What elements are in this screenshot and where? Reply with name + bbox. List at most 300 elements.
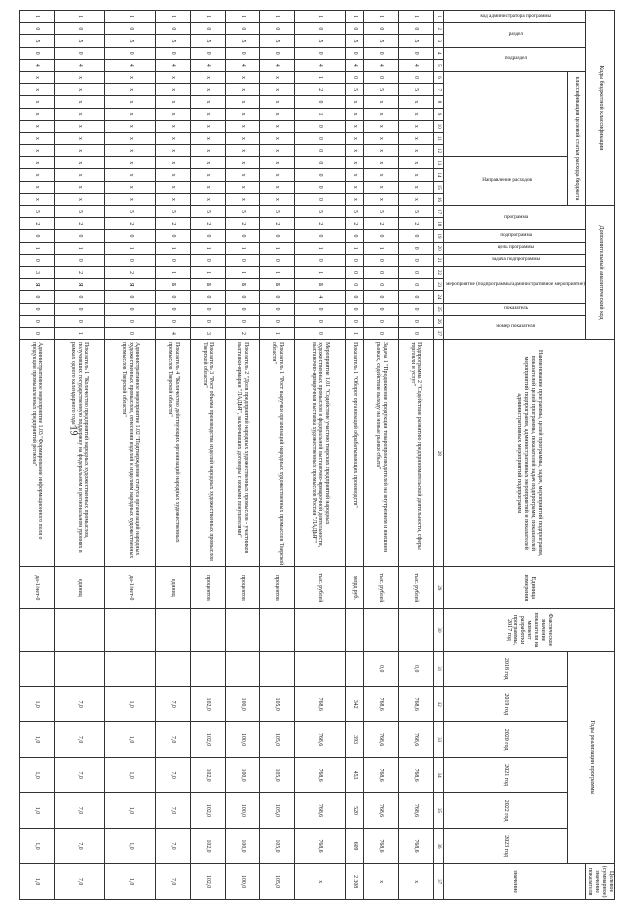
year-value-cell: 1,0 — [19, 686, 54, 721]
column-number-cell: 26 — [433, 315, 443, 327]
unit-cell: тыс. рублей — [398, 567, 433, 609]
code-cell: 4 — [345, 59, 364, 71]
code-cell: 2 — [54, 218, 105, 230]
code-cell: 5 — [398, 84, 433, 96]
code-cell: x — [105, 145, 156, 157]
code-cell: 4 — [54, 59, 105, 71]
code-cell: 0 — [345, 303, 364, 315]
year-value-cell — [345, 651, 364, 686]
year-value-cell: 768,6 — [294, 757, 345, 792]
code-cell: 1 — [345, 327, 364, 339]
column-number-cell: 17 — [433, 206, 443, 218]
code-cell: x — [156, 169, 191, 181]
code-cell: x — [398, 145, 433, 157]
indicator-type-header: показатель — [443, 303, 586, 315]
year-value-cell: 1,0 — [19, 757, 54, 792]
code-cell: x — [225, 84, 260, 96]
target-value-cell: x — [294, 864, 345, 900]
year-value-cell: 768,6 — [294, 722, 345, 757]
code-cell: x — [345, 132, 364, 144]
code-cell: 0 — [345, 47, 364, 59]
code-cell: 0 — [364, 266, 399, 278]
year-value-cell: 7,0 — [156, 722, 191, 757]
code-cell: 0 — [105, 254, 156, 266]
code-cell: x — [225, 157, 260, 169]
code-cell: 0 — [105, 315, 156, 327]
year-value-cell: 342 — [345, 686, 364, 721]
code-cell: x — [364, 157, 399, 169]
column-number-cell: 2 — [433, 23, 443, 35]
code-cell: 1 — [294, 266, 345, 278]
years-header: Годы реализации программы — [568, 651, 615, 864]
code-cell: x — [54, 71, 105, 83]
code-cell: x — [156, 181, 191, 193]
code-cell: x — [398, 96, 433, 108]
unit-cell: да-1/нет-0 — [105, 567, 156, 609]
code-cell: x — [398, 120, 433, 132]
year-value-cell: 7,0 — [156, 686, 191, 721]
code-cell: Я — [19, 279, 54, 291]
code-cell: x — [19, 181, 54, 193]
code-cell: 0 — [19, 327, 54, 339]
admin-code-header: код администратора программы — [443, 11, 586, 23]
code-cell: x — [260, 132, 295, 144]
code-cell: x — [156, 120, 191, 132]
target-value-cell: 102,0 — [190, 864, 225, 900]
column-number-cell: 15 — [433, 181, 443, 193]
code-cell: 0 — [294, 132, 345, 144]
table-row — [294, 11, 345, 900]
item-name-cell: Показатель 2 "Доля предприятий народных художественных промыслов - участников выставки-ярмарки "ЛАДЬЯ", заключивших договоры с новыми покупателями" — [225, 340, 260, 567]
code-cell: x — [105, 157, 156, 169]
code-cell: x — [190, 71, 225, 83]
year-value-cell: 768,6 — [364, 686, 399, 721]
year-value-cell: 1,0 — [19, 722, 54, 757]
year-value-cell: 7,0 — [156, 757, 191, 792]
code-cell: x — [364, 108, 399, 120]
code-cell: 0 — [398, 303, 433, 315]
year-value-cell: 105,0 — [260, 686, 295, 721]
year-header-2020: 2020 год — [443, 722, 567, 757]
code-cell: 0 — [19, 315, 54, 327]
table-row — [54, 11, 105, 900]
code-cell: 4 — [190, 59, 225, 71]
code-cell: 0 — [260, 291, 295, 303]
target-value-cell: 100,0 — [225, 864, 260, 900]
code-cell: 0 — [364, 315, 399, 327]
code-cell: 0 — [364, 303, 399, 315]
year-value-cell — [19, 651, 54, 686]
column-number-cell: 34 — [433, 757, 443, 792]
year-value-cell — [294, 651, 345, 686]
code-cell: x — [345, 108, 364, 120]
column-number-cell: 18 — [433, 218, 443, 230]
target-value-cell: 2 308 — [345, 864, 364, 900]
column-number-cell: 1 — [433, 11, 443, 23]
year-value-cell: 102,0 — [190, 828, 225, 864]
code-cell: x — [225, 145, 260, 157]
indicator-table-sheet — [30, 10, 615, 900]
code-cell: 5 — [105, 206, 156, 218]
table-row — [364, 11, 399, 900]
code-cell: 4 — [156, 327, 191, 339]
code-cell: 1 — [294, 242, 345, 254]
year-value-cell — [54, 651, 105, 686]
code-cell: 2 — [260, 218, 295, 230]
item-name-cell: Мероприятие 1.01 "Содействие участию тверских предприятий народных художественных промыслов в федеральной выставочно-ярмарочной деятельности, выставочно-ярмарочная выставка художественных промыслов России "ЛАДЬЯ"" — [294, 340, 345, 567]
year-value-cell: 1,0 — [19, 793, 54, 828]
code-cell: x — [19, 96, 54, 108]
code-cell: 0 — [294, 181, 345, 193]
code-cell: x — [19, 120, 54, 132]
code-cell: 1 — [345, 11, 364, 23]
code-cell: 1 — [294, 71, 345, 83]
column-number-cell: 30 — [433, 609, 443, 651]
code-cell: 2 — [190, 218, 225, 230]
code-cell: x — [19, 108, 54, 120]
task-header: задача подпрограммы — [443, 254, 586, 266]
code-cell: 5 — [345, 206, 364, 218]
code-cell: 0 — [364, 230, 399, 242]
code-cell: 0 — [364, 327, 399, 339]
year-value-cell: 1,0 — [105, 757, 156, 792]
code-cell: x — [54, 96, 105, 108]
code-cell: x — [190, 181, 225, 193]
code-cell: x — [156, 145, 191, 157]
year-value-cell: 7,0 — [54, 793, 105, 828]
code-cell: 5 — [398, 35, 433, 47]
code-cell: x — [156, 132, 191, 144]
code-cell: 5 — [260, 35, 295, 47]
year-value-cell: 102,0 — [190, 757, 225, 792]
year-value-cell: 0,0 — [364, 651, 399, 686]
code-cell: 1 — [294, 11, 345, 23]
year-value-cell: 1,0 — [105, 793, 156, 828]
base-year-cell — [19, 609, 54, 651]
code-cell: x — [364, 169, 399, 181]
code-cell: 0 — [398, 254, 433, 266]
code-cell: 1 — [398, 11, 433, 23]
column-number-cell: 28 — [433, 340, 443, 567]
code-cell: x — [225, 71, 260, 83]
code-cell: 0 — [260, 230, 295, 242]
code-cell: 0 — [156, 315, 191, 327]
code-cell: x — [190, 157, 225, 169]
year-value-cell: 7,0 — [156, 793, 191, 828]
code-cell: 5 — [398, 206, 433, 218]
column-number-cell: 9 — [433, 108, 443, 120]
year-value-cell: 102,0 — [190, 793, 225, 828]
code-cell: x — [260, 193, 295, 205]
code-cell: x — [345, 145, 364, 157]
column-number-cell: 32 — [433, 686, 443, 721]
base-year-cell — [54, 609, 105, 651]
code-cell: 2 — [364, 218, 399, 230]
code-cell: 0 — [54, 303, 105, 315]
column-number-cell: 5 — [433, 59, 443, 71]
column-number-cell: 31 — [433, 651, 443, 686]
code-cell: 0 — [398, 315, 433, 327]
code-cell: 0 — [294, 230, 345, 242]
code-cell: x — [398, 108, 433, 120]
base-year-cell — [190, 609, 225, 651]
code-cell: 0 — [190, 230, 225, 242]
column-number-cell: 19 — [433, 230, 443, 242]
code-cell: 4 — [19, 59, 54, 71]
code-cell: 2 — [105, 266, 156, 278]
code-cell: 0 — [364, 23, 399, 35]
target-header: Целевое (суммарное) значение показателя — [586, 864, 615, 900]
code-cell: x — [364, 96, 399, 108]
spending-direction-header: Направление расходов — [443, 157, 567, 206]
code-cell: 2 — [294, 218, 345, 230]
year-value-cell: 520 — [345, 793, 364, 828]
year-value-cell: 105,0 — [260, 828, 295, 864]
code-cell: 0 — [225, 230, 260, 242]
code-cell: 0 — [398, 266, 433, 278]
code-cell: 0 — [364, 291, 399, 303]
code-cell: 0 — [364, 71, 399, 83]
code-cell: x — [54, 145, 105, 157]
code-cell: 0 — [54, 254, 105, 266]
year-header-2021: 2021 год — [443, 757, 567, 792]
code-cell: x — [190, 169, 225, 181]
code-cell: 5 — [364, 35, 399, 47]
code-cell: 0 — [19, 254, 54, 266]
code-cell: 0 — [54, 23, 105, 35]
table-row — [105, 11, 156, 900]
year-value-cell: 453 — [345, 757, 364, 792]
code-cell: x — [398, 132, 433, 144]
code-cell: 5 — [156, 206, 191, 218]
code-cell: x — [105, 132, 156, 144]
code-cell: 0 — [225, 23, 260, 35]
target-value-cell: 1,0 — [19, 864, 54, 900]
subsection-header: подраздел — [443, 47, 586, 71]
year-value-cell: 768,6 — [294, 686, 345, 721]
column-number-cell: 20 — [433, 242, 443, 254]
year-value-cell: 105,0 — [260, 757, 295, 792]
code-cell: x — [54, 120, 105, 132]
spending-class-header: классификация целевой статьи расхода бюджета — [568, 71, 586, 205]
program-header: программа — [443, 206, 586, 230]
unit-cell: процентов — [225, 567, 260, 609]
code-cell: 1 — [54, 327, 105, 339]
column-number-cell: 14 — [433, 169, 443, 181]
column-number-cell: 22 — [433, 266, 443, 278]
code-cell: 0 — [225, 315, 260, 327]
year-value-cell: 768,6 — [398, 686, 433, 721]
code-cell: x — [364, 181, 399, 193]
value-header: значение — [443, 864, 586, 900]
code-cell: 5 — [19, 35, 54, 47]
code-cell: 0 — [345, 230, 364, 242]
code-cell: 1 — [225, 266, 260, 278]
code-cell: 4 — [105, 59, 156, 71]
section-header: раздел — [443, 23, 586, 47]
code-cell: 4 — [364, 59, 399, 71]
item-name-cell: Административное мероприятие 1.03 "Формирование информационного поля о продукции промышленных предприятий региона" — [19, 340, 54, 567]
code-cell: 0 — [294, 120, 345, 132]
program-code-header: Дополнительный аналитический код — [586, 206, 615, 340]
code-cell: 0 — [105, 23, 156, 35]
unit-cell: процентов — [190, 567, 225, 609]
code-cell: 0 — [105, 291, 156, 303]
code-cell: 2 — [105, 218, 156, 230]
column-number-cell: 27 — [433, 327, 443, 339]
indicator-num-header: номер показателя — [443, 315, 586, 339]
code-cell: 1 — [260, 327, 295, 339]
code-cell: 0 — [105, 327, 156, 339]
code-cell: 5 — [156, 35, 191, 47]
code-cell: 0 — [190, 315, 225, 327]
code-cell: 5 — [345, 35, 364, 47]
code-cell: 4 — [294, 291, 345, 303]
year-value-cell: 768,6 — [364, 828, 399, 864]
target-value-cell: x — [398, 864, 433, 900]
code-cell: 1 — [156, 266, 191, 278]
base-year-cell — [105, 609, 156, 651]
base-year-cell — [294, 609, 345, 651]
item-name-cell: Показатель 4 "Количество действующих организаций народных художественных промыслов Тверской области" — [156, 340, 191, 567]
target-value-cell: x — [364, 864, 399, 900]
year-value-cell: 7,0 — [54, 757, 105, 792]
code-cell: 0 — [294, 169, 345, 181]
year-value-cell: 1,0 — [19, 828, 54, 864]
code-cell: 0 — [225, 47, 260, 59]
year-value-cell: 768,6 — [294, 793, 345, 828]
code-cell: x — [156, 71, 191, 83]
code-cell: 3 — [19, 266, 54, 278]
code-cell: 0 — [398, 23, 433, 35]
code-cell: 0 — [345, 279, 364, 291]
code-cell: 0 — [105, 230, 156, 242]
code-cell: 5 — [294, 35, 345, 47]
code-cell: x — [54, 181, 105, 193]
code-cell: x — [260, 108, 295, 120]
code-cell: x — [345, 181, 364, 193]
code-cell: 1 — [19, 11, 54, 23]
code-cell: 2 — [225, 327, 260, 339]
code-cell: x — [260, 157, 295, 169]
target-value-cell: 7,0 — [156, 864, 191, 900]
year-value-cell: 1,0 — [105, 722, 156, 757]
table-row — [225, 11, 260, 900]
code-cell: 5 — [225, 35, 260, 47]
code-cell: 0 — [190, 23, 225, 35]
base-year-header: Фактическое значение показателя на момент разработки программы, 2017 год — [443, 609, 614, 651]
code-cell: 2 — [294, 84, 345, 96]
column-number-cell: 11 — [433, 132, 443, 144]
code-cell: x — [225, 108, 260, 120]
event-header: мероприятие (подпрограммы/административное мероприятие) — [443, 266, 586, 303]
code-cell: x — [345, 193, 364, 205]
code-cell: 1 — [156, 11, 191, 23]
code-cell: 0 — [345, 23, 364, 35]
budget-codes-header: Коды бюджетной классификации — [586, 11, 615, 206]
column-number-cell: 36 — [433, 828, 443, 864]
base-year-cell — [156, 609, 191, 651]
code-cell: 0 — [398, 279, 433, 291]
code-cell: 0 — [294, 145, 345, 157]
code-cell: x — [225, 169, 260, 181]
header-row-1 — [586, 11, 615, 900]
code-cell: x — [19, 157, 54, 169]
unit-cell: тыс. рублей — [364, 567, 399, 609]
code-cell: 0 — [54, 47, 105, 59]
code-cell: x — [105, 71, 156, 83]
code-cell: 0 — [364, 47, 399, 59]
code-cell: 0 — [345, 315, 364, 327]
code-cell: x — [260, 96, 295, 108]
code-cell: x — [156, 193, 191, 205]
code-cell: x — [105, 120, 156, 132]
code-cell: 0 — [398, 291, 433, 303]
year-header-2023: 2023 год — [443, 828, 567, 864]
base-year-cell — [260, 609, 295, 651]
code-cell: 0 — [156, 23, 191, 35]
code-cell: x — [190, 193, 225, 205]
code-cell: Б — [225, 279, 260, 291]
year-value-cell: 7,0 — [54, 828, 105, 864]
year-value-cell: 7,0 — [156, 828, 191, 864]
code-cell: 0 — [105, 47, 156, 59]
code-cell: Я — [105, 279, 156, 291]
code-cell: 4 — [398, 59, 433, 71]
code-cell: 0 — [294, 23, 345, 35]
code-cell: x — [105, 169, 156, 181]
code-cell: Б — [156, 279, 191, 291]
column-number-cell: 21 — [433, 254, 443, 266]
code-cell: 0 — [225, 254, 260, 266]
spending-sub-blank — [443, 71, 567, 156]
code-cell: 0 — [260, 23, 295, 35]
year-value-cell: 768,6 — [364, 722, 399, 757]
code-cell: 1 — [364, 242, 399, 254]
code-cell: 1 — [190, 266, 225, 278]
base-year-cell — [364, 609, 399, 651]
code-cell: 2 — [398, 218, 433, 230]
code-cell: x — [225, 181, 260, 193]
code-cell: 1 — [54, 11, 105, 23]
column-number-cell: 16 — [433, 193, 443, 205]
year-value-cell: 393 — [345, 722, 364, 757]
year-value-cell: 768,6 — [398, 722, 433, 757]
year-value-cell: 768,6 — [364, 793, 399, 828]
column-number-cell: 6 — [433, 71, 443, 83]
code-cell: 0 — [260, 315, 295, 327]
code-cell: 2 — [225, 218, 260, 230]
code-cell: 0 — [190, 291, 225, 303]
code-cell: x — [345, 169, 364, 181]
code-cell: 0 — [156, 230, 191, 242]
year-value-cell — [260, 651, 295, 686]
code-cell: 1 — [260, 242, 295, 254]
year-value-cell: 768,6 — [364, 757, 399, 792]
code-cell: 0 — [225, 291, 260, 303]
table-row — [260, 11, 295, 900]
item-name-cell: Задача 1 "Продвижение продукции товаропроизводителей на внутреннем и внешнем рынках, содействие выходу на новые рынки сбыта" — [364, 340, 399, 567]
unit-header: Единица измерения — [443, 567, 614, 609]
code-cell: x — [225, 193, 260, 205]
code-cell: 0 — [398, 242, 433, 254]
code-cell: 0 — [345, 254, 364, 266]
year-value-cell: 768,6 — [398, 828, 433, 864]
code-cell: x — [19, 169, 54, 181]
goal-header: цель программы — [443, 242, 586, 254]
code-cell: Б — [190, 279, 225, 291]
code-cell: 0 — [345, 71, 364, 83]
